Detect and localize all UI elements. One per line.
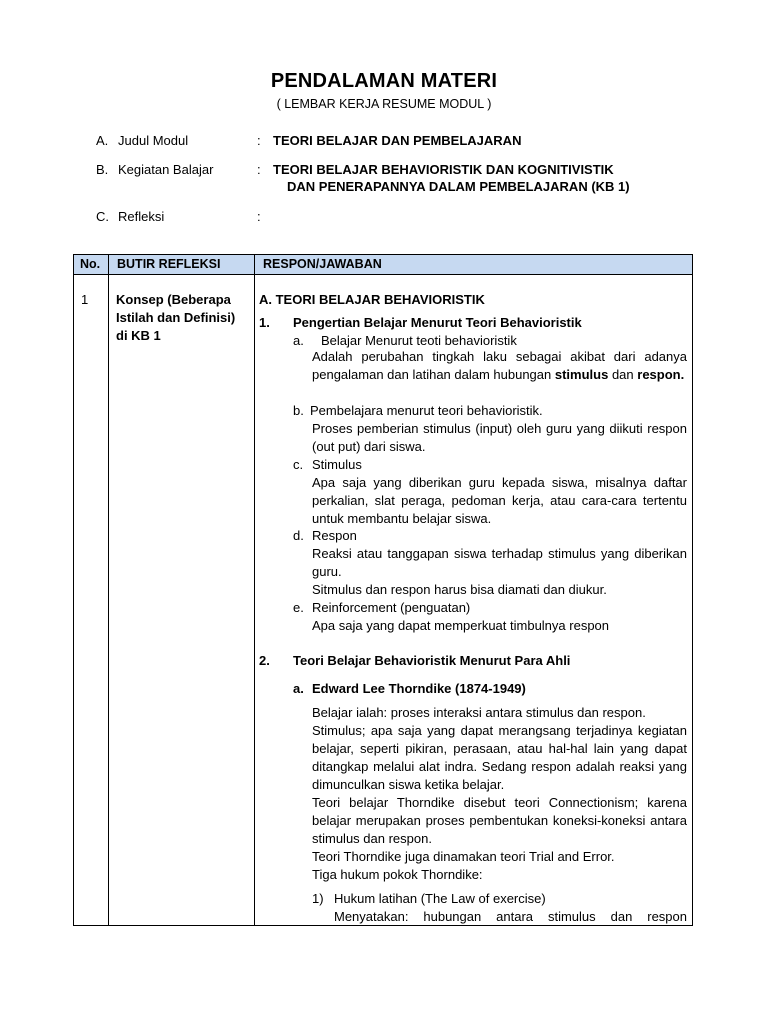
subitem-text: Reaksi atau tanggapan siswa terhadap stimulus yang diberikan guru.	[312, 546, 687, 579]
meta-colon: :	[257, 209, 261, 224]
subitem-title: Belajar Menurut teoti behavioristik	[321, 333, 517, 348]
list-marker: d.	[293, 528, 304, 543]
row-number: 1	[81, 292, 89, 307]
paragraph: Tiga hukum pokok Thorndike:	[312, 867, 483, 882]
subitem-text: Sitmulus dan respon harus bisa diamati dan diukur.	[312, 582, 607, 597]
header-respon: RESPON/JAWABAN	[263, 257, 382, 271]
subitem-title: Pembelajara menurut teori behavioristik.	[310, 403, 543, 418]
page-subtitle: ( LEMBAR KERJA RESUME MODUL )	[276, 97, 492, 111]
meta-letter: C.	[96, 209, 109, 224]
meta-letter: B.	[96, 162, 109, 177]
paragraph: Teori belajar Thorndike disebut teori Connectionism; karena belajar merupakan proses pembentukan koneksi-koneksi antara stimulus dan respon.	[312, 795, 687, 846]
table-header	[74, 255, 692, 275]
list-marker: a.	[293, 333, 304, 348]
text-run: dan	[608, 367, 638, 382]
header-no: No.	[80, 257, 101, 271]
item-title: Pengertian Belajar Menurut Teori Behavioristik	[293, 315, 582, 330]
reflection-table	[73, 254, 693, 926]
paragraph: Belajar ialah: proses interaksi antara stimulus dan respon.	[312, 705, 646, 720]
meta-label: Kegiatan Balajar	[118, 162, 214, 177]
row-butir: Konsep (Beberapa Istilah dan Definisi) di KB 1	[116, 292, 236, 343]
list-marker: a.	[293, 681, 304, 696]
meta-colon: :	[257, 162, 261, 177]
law-title: Hukum latihan (The Law of exercise)	[334, 891, 546, 906]
meta-label: Refleksi	[118, 209, 165, 224]
column-divider	[254, 255, 255, 925]
meta-letter: A.	[96, 133, 109, 148]
meta-value: TEORI BELAJAR DAN PEMBELAJARAN	[273, 133, 522, 148]
meta-colon: :	[257, 133, 261, 148]
subitem-title: Stimulus	[312, 457, 362, 472]
law-text: Menyatakan: hubungan antara stimulus dan respon	[334, 909, 687, 924]
list-marker: c.	[293, 457, 304, 472]
meta-row-refleksi	[96, 208, 656, 225]
section-heading: A. TEORI BELAJAR BEHAVIORISTIK	[259, 292, 485, 307]
paragraph: Teori Thorndike juga dinamakan teori Trial and Error.	[312, 849, 615, 864]
subitem-title: Edward Lee Thorndike (1874-1949)	[312, 681, 526, 696]
text-run: Adalah perubahan tingkah laku sebagai akibat dari adanya pengalaman dan latihan dalam hubungan	[312, 349, 687, 382]
column-divider	[108, 255, 109, 925]
list-marker: b.	[293, 403, 304, 418]
page-title: PENDALAMAN MATERI	[270, 70, 498, 92]
meta-row-kegiatan	[96, 161, 656, 195]
subitem-title: Reinforcement (penguatan)	[312, 600, 471, 615]
bold-term: respon.	[637, 367, 685, 382]
subitem-text: Apa saja yang diberikan guru kepada siswa, misalnya daftar perkalian, slat peraga, pedoman kerja, atau cara-cara tertentu untuk membantu belajar siswa.	[312, 475, 687, 526]
header-butir: BUTIR REFLEKSI	[117, 257, 221, 271]
meta-label: Judul Modul	[118, 133, 189, 148]
item-title: Teori Belajar Behavioristik Menurut Para Ahli	[293, 653, 571, 668]
meta-value: TEORI BELAJAR BEHAVIORISTIK DAN KOGNITIVISTIK	[273, 162, 614, 177]
subitem-title: Respon	[312, 528, 357, 543]
bold-term: stimulus	[554, 367, 609, 382]
paragraph: Stimulus; apa saja yang dapat merangsang terjadinya kegiatan belajar, seperti pikiran, perasaan, atau hal-hal lain yang dapat ditangkap melalui alat indra. Sedang respon adalah reaksi yang dimunculkan siswa ketika belajar.	[312, 723, 687, 792]
subitem-text	[312, 348, 687, 384]
item-number: 1.	[259, 315, 270, 330]
meta-value-line2: DAN PENERAPANNYA DALAM PEMBELAJARAN (KB 1)	[287, 179, 630, 194]
subitem-text: Apa saja yang dapat memperkuat timbulnya respon	[312, 618, 610, 633]
list-marker: e.	[293, 600, 304, 615]
subitem-text: Proses pemberian stimulus (input) oleh guru yang diikuti respon (out put) dari siswa.	[312, 421, 687, 454]
meta-row-judul	[96, 132, 656, 149]
item-number: 2.	[259, 653, 270, 668]
list-marker: 1)	[312, 891, 324, 906]
